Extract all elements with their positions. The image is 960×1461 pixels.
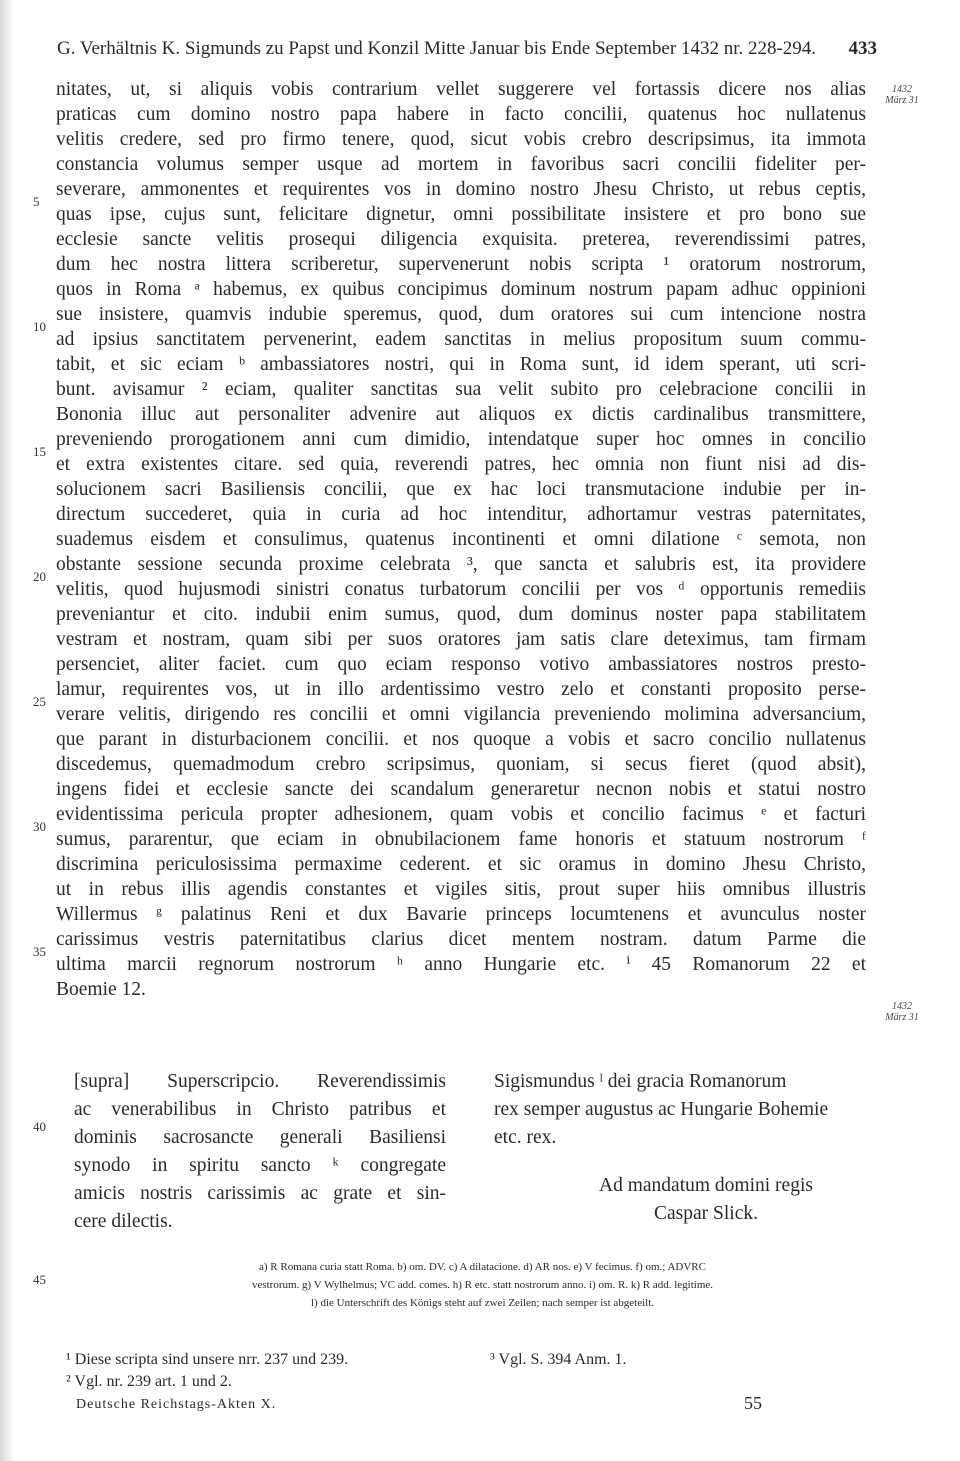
mandate-line: Ad mandatum domini regis bbox=[599, 1175, 813, 1196]
margin-year: 1432 bbox=[892, 1001, 912, 1012]
text-line: verare velitis, dirigendo res concilii et omni vigilancia preveniendo molimina adversancium, bbox=[56, 704, 866, 725]
text-line: ingens fidei et ecclesie sancte dei scandalum generaretur necnon nobis et statui nostro bbox=[56, 779, 866, 800]
superscription-line: [supra] Superscripcio. Reverendissimis bbox=[74, 1071, 446, 1092]
footnote: ¹ Diese scripta sind unsere nrr. 237 und 239. bbox=[66, 1351, 349, 1368]
text-line: obstante sessione secunda proxime celebrata ³, que sancta et salubris est, ita providere bbox=[56, 554, 866, 575]
line-number: 20 bbox=[33, 569, 46, 584]
line-number: 25 bbox=[33, 694, 46, 709]
footnotes-left bbox=[66, 1349, 348, 1393]
text-line: persenciet, aliter faciet. cum quo eciam responso votivo ambassiatores nostros presto- bbox=[56, 654, 866, 675]
royal-signature bbox=[494, 1068, 866, 1152]
superscription-line: dominis sacrosancte generali Basiliensi bbox=[74, 1127, 446, 1148]
text-line: bunt. avisamur ² eciam, qualiter sanctitas sua velit subito pro celebracione concilii in bbox=[56, 379, 866, 400]
line-number: 10 bbox=[33, 319, 46, 334]
apparatus-line: vestrorum. g) V Wylhelmus; VC add. comes. h) R etc. statt nostrorum anno. i) om. R. k) R add. legitime. bbox=[251, 1279, 714, 1291]
superscription-line: amicis nostris carissimis ac grate et sin- bbox=[74, 1183, 446, 1204]
scan-edge-shadow bbox=[0, 0, 14, 1461]
text-line: solucionem sacri Basiliensis concilii, que ex hac loci transmutacione indubie per in- bbox=[56, 479, 866, 500]
text-line: sue insistere, quamvis indubie speremus, quod, dum oratores sui cum intencione nostra bbox=[56, 304, 866, 325]
superscription-line: cere dilectis. bbox=[74, 1211, 173, 1232]
text-line: sumus, pararentur, que eciam in obnubilacionem fame honoris et statuum nostrorum ᶠ bbox=[56, 829, 866, 850]
page-number: 433 bbox=[848, 38, 877, 59]
margin-date-top bbox=[872, 84, 932, 106]
line-number: 15 bbox=[33, 444, 46, 459]
apparatus-line: l) die Unterschrift des Königs steht auf zwei Zeilen; nach semper ist abgeteilt. bbox=[310, 1297, 655, 1309]
margin-day: März 31 bbox=[885, 95, 919, 106]
text-line: Willermus ᵍ palatinus Reni et dux Bavarie princeps locumtenens et avunculus noster bbox=[56, 904, 866, 925]
margin-day: März 31 bbox=[885, 1012, 919, 1023]
signature-line: Sigismundus ˡ dei gracia Romanorum bbox=[494, 1071, 787, 1092]
margin-year: 1432 bbox=[892, 84, 912, 95]
text-line: Bononia illuc aut personaliter advenire aut aliquos ex dictis cardinalibus transmittere, bbox=[56, 404, 866, 425]
text-line: nitates, ut, si aliquis vobis contrarium vellet suggerere vel fortassis dicere nos alias bbox=[56, 79, 866, 100]
text-line: preveniantur et cito. indubii enim sumus, quod, dum dominus noster papa stabilitatem bbox=[56, 604, 866, 625]
critical-apparatus bbox=[90, 1258, 875, 1312]
text-line: preveniendo prorogationem anni cum dimidio, intendatque super hoc omnes in concilio bbox=[56, 429, 866, 450]
sheet-number: 55 bbox=[744, 1393, 762, 1413]
text-line: ad ipsius sanctitatem pervenerint, eadem sanctitas in melius propositum suum commu- bbox=[56, 329, 866, 350]
text-line: quas ipse, cujus sunt, felicitare dignetur, omni possibilitate insistere et pro bono sue bbox=[56, 204, 866, 225]
superscription bbox=[74, 1068, 446, 1236]
text-line: velitis credere, sed pro firmo tenere, quod, sicut vobis crebro descripsimus, ita immota bbox=[56, 129, 866, 150]
text-line: Boemie 12. bbox=[56, 979, 146, 1000]
text-line: directum succederet, quia in curia ad hoc intenditur, adhortamur vestras paternitates, bbox=[56, 504, 866, 525]
apparatus-line: a) R Romana curia statt Roma. b) om. DV. c) A dilatacione. d) AR nos. e) V fecimus. f) om.; ADVRC bbox=[259, 1261, 706, 1273]
text-line: quos in Roma ᵃ habemus, ex quibus concipimus dominum nostrum papam adhuc oppinioni bbox=[56, 279, 866, 300]
text-line: evidentissima pericula propter adhesionem, quam vobis et concilio facimus ᵉ et facturi bbox=[56, 804, 866, 825]
footnote: ² Vgl. nr. 239 art. 1 und 2. bbox=[66, 1373, 232, 1390]
text-line: praticas cum domino nostro papa habere in facto concilii, quatenus hoc nullatenus bbox=[56, 104, 866, 125]
margin-date-bottom bbox=[872, 1001, 932, 1023]
running-title: G. Verhältnis K. Sigmunds zu Papst und Konzil Mitte Januar bis Ende September 1432 nr. 228-294. bbox=[57, 38, 817, 59]
text-line: velitis, quod hujusmodi sinistri conatus turbatorum concilii per vos ᵈ opportunis remediis bbox=[56, 579, 866, 600]
line-number: 45 bbox=[33, 1272, 46, 1287]
text-line: et extra existentes citare. sed quia, reverendi patres, hec omnia non fiunt nisi ad dis- bbox=[56, 454, 866, 475]
text-line: constancia volumus semper usque ad mortem in favoribus sacri concilii fideliter per- bbox=[56, 154, 866, 175]
line-number: 30 bbox=[33, 819, 46, 834]
line-number: 40 bbox=[33, 1119, 46, 1134]
text-line: discrimina periculosissima permaxime cederent. et sic oramus in domino Jhesu Christo, bbox=[56, 854, 866, 875]
superscription-line: synodo in spiritu sancto ᵏ congregate bbox=[74, 1155, 446, 1176]
footnote: ³ Vgl. S. 394 Anm. 1. bbox=[490, 1351, 627, 1368]
text-line: ultima marcii regnorum nostrorum ʰ anno Hungarie etc. ⁱ 45 Romanorum 22 et bbox=[56, 954, 866, 975]
signature-line: etc. rex. bbox=[494, 1127, 557, 1148]
line-number: 5 bbox=[33, 194, 40, 209]
chancery-mandate bbox=[520, 1172, 892, 1228]
running-header bbox=[57, 38, 877, 66]
text-line: lamur, requirentes vos, ut in illo ardentissimo vestro zelo et constanti proposito perse- bbox=[56, 679, 866, 700]
text-line: que parant in disturbacionem concilii. et nos quoque a vobis et sacro concilio nullatenus bbox=[56, 729, 866, 750]
text-line: tabit, et sic eciam ᵇ ambassiatores nostri, qui in Roma sunt, id idem sperant, uti scri- bbox=[56, 354, 866, 375]
footnotes-right bbox=[490, 1349, 627, 1371]
text-line: carissimus vestris paternitatibus clarius dicet mentem nostram. datum Parme die bbox=[56, 929, 866, 950]
text-line: vestram et nostram, quam sibi per suos oratores jam satis clare deteximus, tam firmam bbox=[56, 629, 866, 650]
text-line: discedemus, quemadmodum crebro scripsimus, quoniam, si secus fieret (quod absit), bbox=[56, 754, 866, 775]
series-title: Deutsche Reichstags-Akten X. bbox=[76, 1397, 277, 1412]
text-line: suademus eisdem et consulimus, quatenus incontinenti et omni dilatione ᶜ semota, non bbox=[56, 529, 866, 550]
text-line: dum hec nostra littera scriberetur, supervenerunt nobis scripta ¹ oratorum nostrorum, bbox=[56, 254, 866, 275]
line-number: 35 bbox=[33, 944, 46, 959]
text-line: ut in rebus illis agendis constantes et vigiles sitis, prout super hiis omnibus illustris bbox=[56, 879, 866, 900]
superscription-line: ac venerabilibus in Christo patribus et bbox=[74, 1099, 446, 1120]
text-line: ecclesie sancte velitis prosequi diligencia exquisita. preterea, reverendissimi patres, bbox=[56, 229, 866, 250]
mandate-line: Caspar Slick. bbox=[654, 1203, 758, 1224]
signature-line: rex semper augustus ac Hungarie Bohemie bbox=[494, 1099, 829, 1120]
text-line: severare, ammonentes et requirentes vos in domino nostro Jhesu Christo, ut rebus ceptis, bbox=[56, 179, 866, 200]
